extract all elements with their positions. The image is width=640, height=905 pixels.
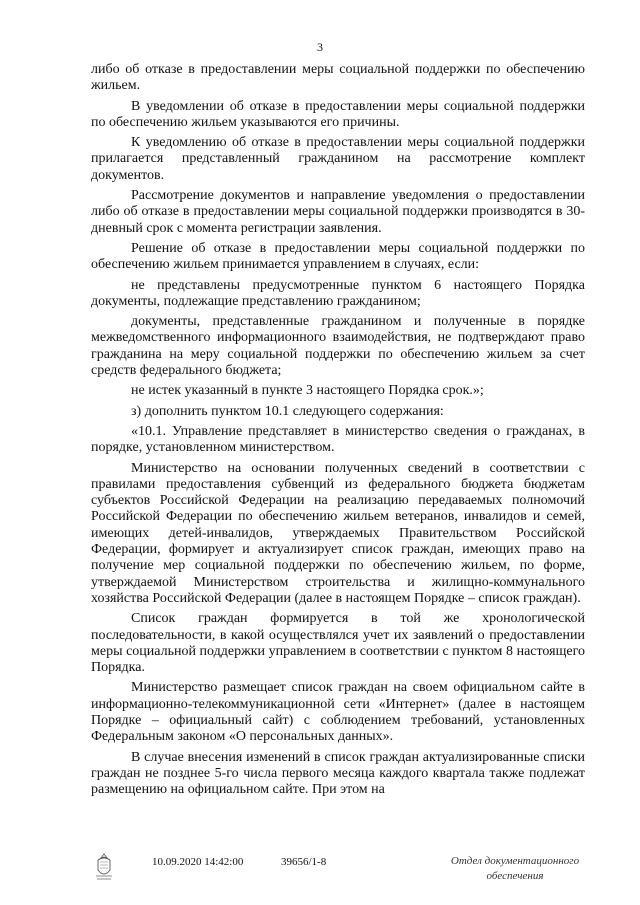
page-footer [0, 848, 640, 898]
paragraph: з) дополнить пунктом 10.1 следующего содержания: [131, 403, 444, 419]
paragraph: Министерство размещает список граждан на своем официальном сайте в информационно-телекоммуникационной сети «Интернет» (далее в настоящем Порядке – официальный сайт) с соблюдением требований, установленных Федеральным законом «О персональных данных». [91, 680, 585, 745]
paragraph: В уведомлении об отказе в предоставлении меры социальной поддержки по обеспечению жильем указываются его причины. [91, 98, 585, 130]
paragraph: «10.1. Управление представляет в министерство сведения о гражданах, в порядке, установленном министерством. [91, 423, 585, 456]
page-number: 3 [317, 40, 323, 54]
paragraph: не истек указанный в пункте 3 настоящего Порядка срок.»; [131, 383, 484, 399]
paragraph: К уведомлению об отказе в предоставлении меры социальной поддержки прилагается представленный гражданином на рассмотрение комплект документов. [91, 135, 585, 183]
department-stamp [430, 854, 600, 884]
paragraph: документы, представленные гражданином и полученные в порядке межведомственного информационного взаимодействия, не подтверждают право гражданина на меру социальной поддержки по обеспечению жильем за счет средств федерального бюджета; [91, 314, 585, 379]
paragraph: либо об отказе в предоставлении меры социальной поддержки по обеспечению жильем. [91, 62, 585, 94]
document-body [91, 62, 585, 802]
registration-number: 39656/1-8 [281, 856, 327, 868]
coat-of-arms-icon [93, 852, 115, 882]
paragraph: не представлены предусмотренные пунктом 6 настоящего Порядка документы, подлежащие представлению гражданином; [91, 277, 585, 309]
paragraph: В случае внесения изменений в список граждан актуализированные списки граждан не позднее 5-го числа первого месяца каждого квартала также подлежат размещению на официальном сайте. При этом на [91, 749, 585, 798]
document-datetime: 10.09.2020 14:42:00 [152, 856, 244, 868]
paragraph: Министерство на основании полученных сведений в соответствии с правилами предоставления субвенций из федерального бюджета бюджетам субъектов Российской Федерации на реализацию передаваемых полномочий Российской Федерации по обеспечению жильем ветеранов, инвалидов и семей, имеющих детей-инвалидов, утверждаемых Правительством Российской Федерации, формирует и актуализирует список граждан, имеющих право на получение мер социальной поддержки по обеспечению жильем, по форме, утверждаемой Министерством строительства и жилищно-коммунального хозяйства Российской Федерации (далее в настоящем Порядке – список граждан). [91, 460, 585, 606]
paragraph: Рассмотрение документов и направление уведомления о предоставлении либо об отказе в предоставлении меры социальной поддержки производятся в 30-дневный срок с момента регистрации заявления. [91, 188, 585, 236]
department-line: обеспечения [486, 870, 544, 882]
department-line: Отдел документационного [450, 855, 580, 867]
paragraph: Список граждан формируется в той же хронологической последовательности, в какой осуществлялся учет их заявлений о предоставлении меры социальной поддержки управлением в соответствии с пунктом 8 настоящего Порядка. [91, 611, 585, 676]
paragraph: Решение об отказе в предоставлении меры социальной поддержки по обеспечению жильем принимается управлением в случаях, если: [91, 240, 585, 273]
